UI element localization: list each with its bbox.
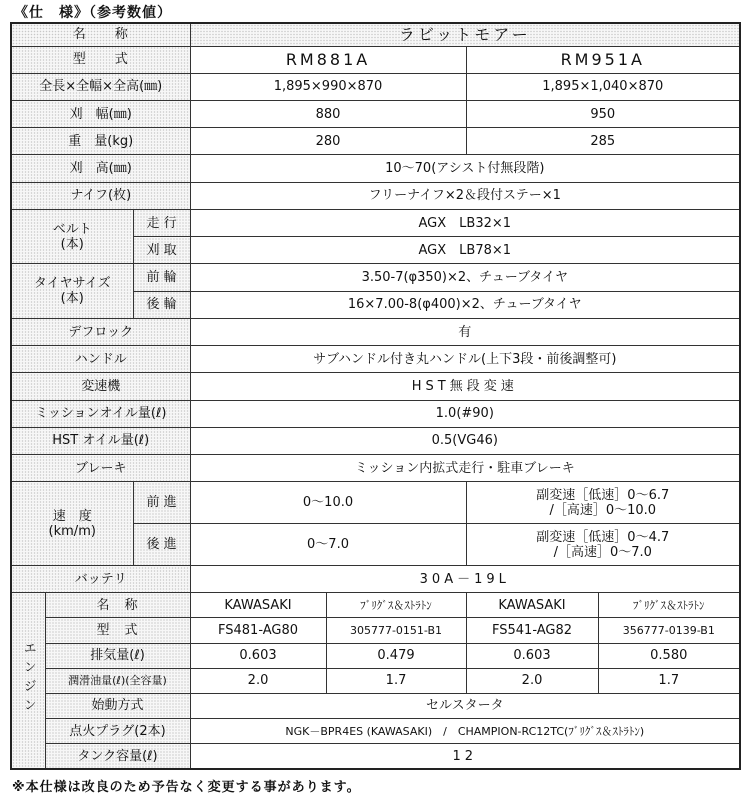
engine-lube-oil-2: 1.7	[326, 668, 466, 693]
engine-model-label: 型 式	[45, 618, 190, 643]
engine-displacement-2: 0.479	[326, 643, 466, 668]
spec-footnote: ※本仕様は改良のため予告なく変更する事があります。	[12, 780, 361, 795]
engine-name-4: ﾌﾞﾘｸﾞｽ＆ｽﾄﾗﾄﾝ	[598, 593, 740, 618]
engine-lube-oil-4: 1.7	[598, 668, 740, 693]
row-cutting-width	[11, 101, 740, 128]
transmission-label: 変速機	[11, 373, 190, 400]
tire-label	[11, 264, 133, 318]
engine-displacement-label: 排気量(ℓ)	[45, 643, 190, 668]
row-knife	[11, 182, 740, 209]
speed-reverse-value-2	[466, 524, 740, 566]
belt-drive-value: AGX LB32×1	[190, 209, 740, 236]
weight-label: 重 量(kg)	[11, 128, 190, 155]
speed-label	[11, 482, 133, 566]
row-brake	[11, 455, 740, 482]
model-label: 型 式	[11, 46, 190, 73]
row-hst-oil	[11, 427, 740, 454]
mission-oil-label: ミッションオイル量(ℓ)	[11, 400, 190, 427]
speed-forward-label: 前 進	[133, 482, 190, 524]
row-tire-front	[11, 264, 740, 291]
speed-reverse-value-1: 0～7.0	[190, 524, 466, 566]
engine-model-3: FS541-AG82	[466, 618, 598, 643]
diff-lock-value: 有	[190, 318, 740, 345]
engine-lube-oil-1: 2.0	[190, 668, 326, 693]
diff-lock-label: デフロック	[11, 318, 190, 345]
belt-cutting-label: 刈 取	[133, 237, 190, 264]
cutting-height-label: 刈 高(㎜)	[11, 155, 190, 182]
handle-label: ハンドル	[11, 346, 190, 373]
tire-front-value: 3.50-7(φ350)×2、チューブタイヤ	[190, 264, 740, 291]
engine-tank-label: タンク容量(ℓ)	[45, 744, 190, 769]
engine-name-label: 名 称	[45, 593, 190, 618]
mission-oil-value: 1.0(#90)	[190, 400, 740, 427]
name-label: 名 称	[11, 23, 190, 46]
cutting-width-label: 刈 幅(㎜)	[11, 101, 190, 128]
belt-label-text: ベルト (本)	[52, 221, 92, 252]
engine-tank-value: 12	[190, 744, 740, 769]
row-belt-drive	[11, 209, 740, 236]
battery-value: 30A－19L	[190, 566, 740, 593]
row-mission-oil	[11, 400, 740, 427]
row-dimensions	[11, 73, 740, 100]
spec-header: 《仕 様》（参考数値）	[14, 5, 172, 21]
tire-label-text: タイヤサイズ (本)	[33, 276, 111, 307]
tire-front-label: 前 輪	[133, 264, 190, 291]
hst-oil-value: 0.5(VG46)	[190, 427, 740, 454]
engine-model-1: FS481-AG80	[190, 618, 326, 643]
spec-table	[10, 22, 741, 770]
row-engine-plug	[11, 719, 740, 744]
engine-model-2: 305777-0151-B1	[326, 618, 466, 643]
speed-forward-value-2	[466, 482, 740, 524]
row-transmission	[11, 373, 740, 400]
row-cutting-height	[11, 155, 740, 182]
dimensions-label: 全長×全幅×全高(㎜)	[11, 73, 190, 100]
name-value: ラビットモアー	[190, 23, 740, 46]
engine-displacement-3: 0.603	[466, 643, 598, 668]
row-battery	[11, 566, 740, 593]
engine-label	[11, 593, 45, 769]
dimensions-value-2: 1,895×1,040×870	[466, 73, 740, 100]
engine-displacement-1: 0.603	[190, 643, 326, 668]
speed-label-text: 速 度 (km/m)	[48, 508, 96, 539]
engine-name-1: KAWASAKI	[190, 593, 326, 618]
engine-label-text: エンジン	[20, 640, 36, 717]
engine-start-label: 始動方式	[45, 693, 190, 718]
dimensions-value-1: 1,895×990×870	[190, 73, 466, 100]
model-rm951a: RM951A	[466, 46, 740, 73]
engine-plug-value: NGK－BPR4ES (KAWASAKI) / CHAMPION-RC12TC(ﾌﾞﾘｸﾞｽ＆ｽﾄﾗﾄﾝ)	[190, 719, 740, 744]
engine-lube-oil-3: 2.0	[466, 668, 598, 693]
knife-value: フリーナイフ×2＆段付ステー×1	[190, 182, 740, 209]
cutting-width-value-2: 950	[466, 101, 740, 128]
row-engine-tank	[11, 744, 740, 769]
speed-forward-value-1: 0～10.0	[190, 482, 466, 524]
row-engine-name	[11, 593, 740, 618]
row-diff-lock	[11, 318, 740, 345]
brake-value: ミッション内拡式走行・駐車ブレーキ	[190, 455, 740, 482]
row-engine-start	[11, 693, 740, 718]
speed-reverse-value-2-text: 副変速［低速］0～4.7 /［高速］0～7.0	[536, 529, 670, 560]
battery-label: バッテリ	[11, 566, 190, 593]
cutting-width-value-1: 880	[190, 101, 466, 128]
row-engine-lube-oil	[11, 668, 740, 693]
tire-rear-label: 後 輪	[133, 291, 190, 318]
weight-value-1: 280	[190, 128, 466, 155]
speed-forward-value-2-text: 副変速［低速］0～6.7 /［高速］0～10.0	[536, 487, 670, 518]
brake-label: ブレーキ	[11, 455, 190, 482]
knife-label: ナイフ(枚)	[11, 182, 190, 209]
engine-name-2: ﾌﾞﾘｸﾞｽ＆ｽﾄﾗﾄﾝ	[326, 593, 466, 618]
row-model	[11, 46, 740, 73]
engine-plug-label: 点火プラグ(2本)	[45, 719, 190, 744]
engine-lube-oil-label: 潤滑油量(ℓ)(全容量)	[45, 668, 190, 693]
tire-rear-value: 16×7.00-8(φ400)×2、チューブタイヤ	[190, 291, 740, 318]
row-name	[11, 23, 740, 46]
engine-model-4: 356777-0139-B1	[598, 618, 740, 643]
cutting-height-value: 10～70(アシスト付無段階)	[190, 155, 740, 182]
row-handle	[11, 346, 740, 373]
transmission-value: HST無段変速	[190, 373, 740, 400]
row-speed-forward	[11, 482, 740, 524]
engine-name-3: KAWASAKI	[466, 593, 598, 618]
belt-drive-label: 走 行	[133, 209, 190, 236]
handle-value: サブハンドル付き丸ハンドル(上下3段・前後調整可)	[190, 346, 740, 373]
hst-oil-label: HST オイル量(ℓ)	[11, 427, 190, 454]
weight-value-2: 285	[466, 128, 740, 155]
row-engine-displacement	[11, 643, 740, 668]
row-engine-model	[11, 618, 740, 643]
model-rm881a: RM881A	[190, 46, 466, 73]
belt-label	[11, 209, 133, 263]
engine-start-value: セルスタータ	[190, 693, 740, 718]
speed-reverse-label: 後 進	[133, 524, 190, 566]
row-weight	[11, 128, 740, 155]
engine-displacement-4: 0.580	[598, 643, 740, 668]
belt-cutting-value: AGX LB78×1	[190, 237, 740, 264]
